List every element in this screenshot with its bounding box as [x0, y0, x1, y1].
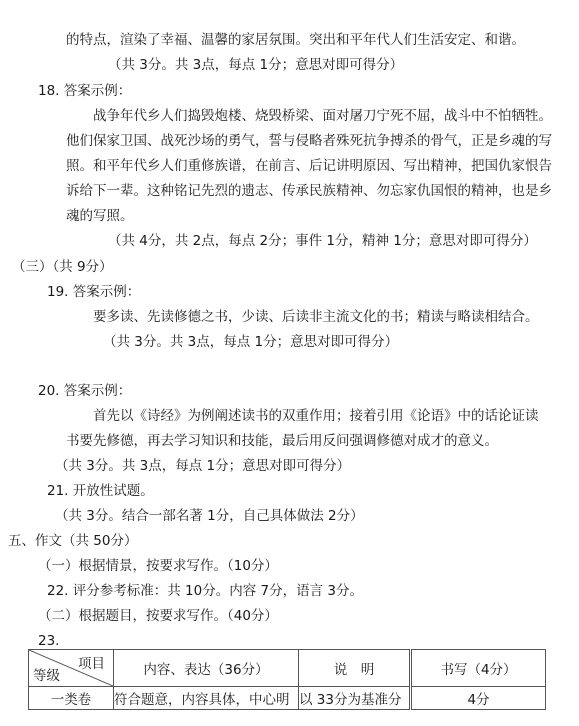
subsection-2-heading: （二）根据题目，按要求写作。（40分） [38, 608, 278, 624]
text-line: 首先以《诗经》为例阐述读书的双重作用；接着引用《论语》中的话论证读 [93, 408, 539, 424]
writing-cell: 4分 [411, 687, 546, 710]
text-line: 诉给下一辈。这种铭记先烈的遗志、传承民族精神、勿忘家仇国恨的精神，也是乡 [66, 183, 552, 199]
question-21-label: 21. 开放性试题。 [47, 483, 154, 499]
section-3-heading: （三）（共 9分） [12, 259, 113, 275]
text-line: 的特点，渲染了幸福、温馨的家居氛围。突出和平年代人们生活安定、和谐。 [66, 32, 525, 48]
scoring-table [28, 649, 546, 710]
text-line: 魂的写照。 [66, 208, 134, 224]
grade-cell: 一类卷 [29, 687, 114, 710]
subsection-1-heading: （一）根据情景，按要求写作。（10分） [38, 558, 278, 574]
note-cell: 以 33分为基准分 [299, 687, 411, 710]
table-row [29, 687, 546, 710]
text-line: 书要先修德，再去学习知识和技能，最后用反问强调修德对成才的意义。 [66, 433, 498, 449]
column-header-content: 内容、表达（36分） [114, 650, 299, 687]
text-line: 要多读、先读修德之书，少读、后读非主流文化的书；精读与略读相结合。 [93, 309, 539, 325]
content-cell: 符合题意，内容具体，中心明 [114, 687, 299, 710]
section-5-heading: 五、作文（共 50分） [8, 533, 138, 549]
text-line: 战争年代乡人们捣毁炮楼、烧毁桥梁、面对屠刀宁死不屈，战斗中不怕牺牲。 [93, 108, 552, 124]
header-item-label: 项目 [78, 656, 105, 672]
question-19-label: 19. 答案示例： [47, 284, 141, 300]
column-header-note: 说 明 [299, 650, 411, 687]
score-note: （共 4分，共 2点，每点 2分；事件 1分，精神 1分；意思对即可得分） [108, 233, 537, 249]
header-grade-label: 等级 [33, 668, 60, 684]
table-header-row [29, 650, 546, 687]
question-18-label: 18. 答案示例： [38, 83, 132, 99]
score-note: （共 3分。共 3点，每点 1分；意思对即可得分） [103, 334, 399, 350]
question-20-label: 20. 答案示例： [38, 383, 132, 399]
question-22-text: 22. 评分参考标准：共 10分。内容 7分，语言 3分。 [47, 583, 363, 599]
diagonal-header-cell [29, 650, 114, 687]
score-note: （共 3分。共 3点，每点 1分；意思对即可得分） [55, 458, 351, 474]
text-line: 照。和平年代乡人们重修族谱，在前言、后记讲明原因、写出精神，把国仇家恨告 [66, 158, 552, 174]
column-header-writing: 书写（4分） [411, 650, 546, 687]
question-23-label: 23. [38, 633, 60, 649]
text-line: 他们保家卫国、战死沙场的勇气，誓与侵略者殊死抗争搏杀的骨气，正是乡魂的写 [66, 133, 552, 149]
score-note: （共 3分。共 3点，每点 1分；意思对即可得分） [108, 57, 404, 73]
score-note: （共 3分。结合一部名著 1分，自己具体做法 2分） [55, 508, 364, 524]
